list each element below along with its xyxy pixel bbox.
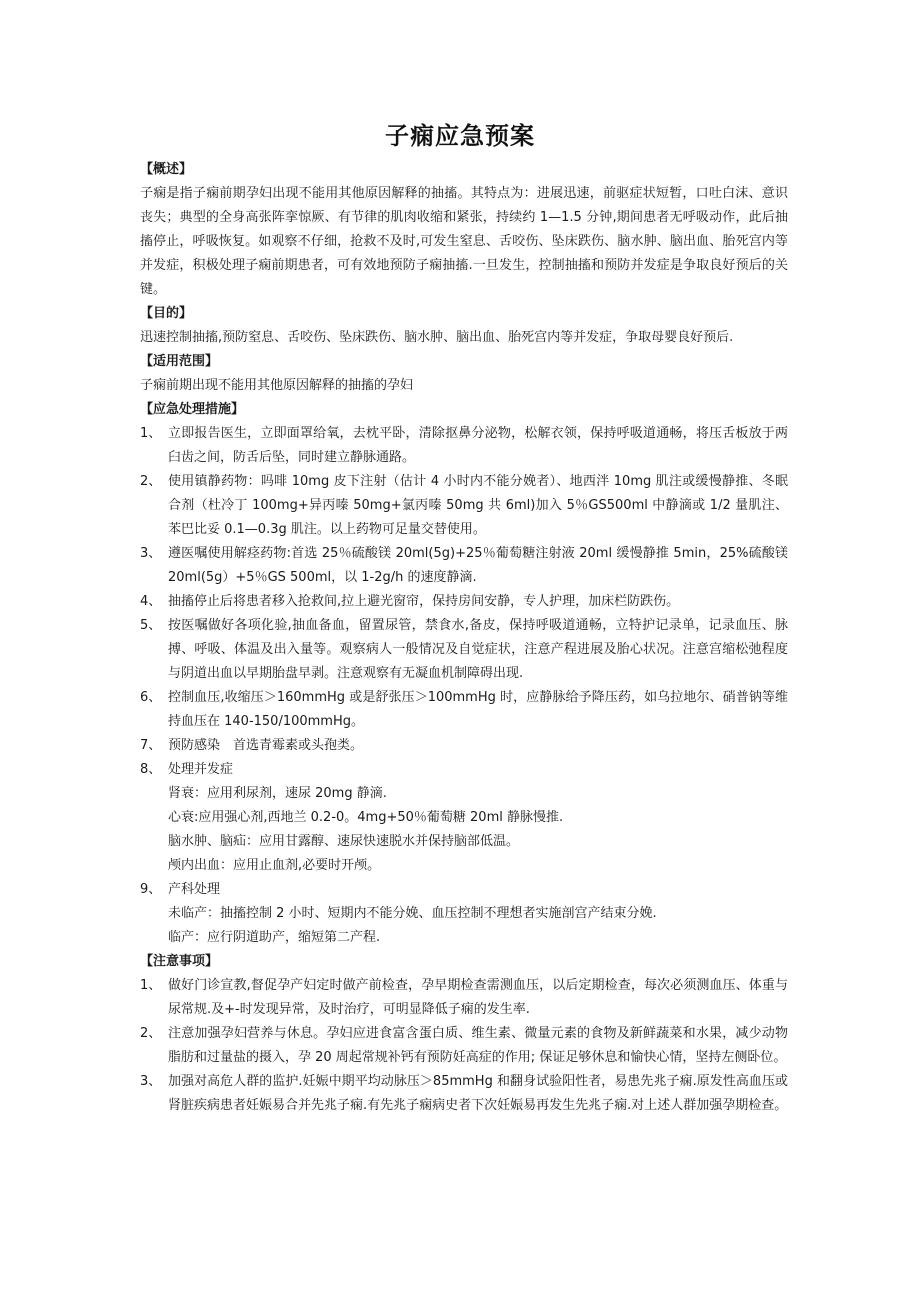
complication-cardiac: 心衰:应用强心剂,西地兰 0.2-0。4mg+50％葡萄糖 20ml 静脉慢推. — [168, 810, 564, 825]
complication-renal: 肾衰：应用利尿剂，速尿 20mg 静滴. — [168, 786, 387, 801]
measure-item-2 — [140, 470, 788, 542]
document-title: 子痫应急预案 — [385, 122, 535, 150]
document-body — [140, 158, 788, 1118]
purpose-text: 迅速控制抽搐,预防窒息、舌咬伤、坠床跌伤、脑水肿、脑出血、胎死宫内等并发症，争取母婴良好预后. — [140, 330, 734, 345]
item-text: 加强对高危人群的监护.妊娠中期平均动脉压＞85mmHg 和翻身试验阳性者，易患先兆子痫.原发性高血压或肾脏疾病患者妊娠易合并先兆子痫.有先兆子痫病史者下次妊娠易再发生先兆子痫.对上述人群加强孕期检查。 — [168, 1074, 788, 1113]
measure-item-4 — [140, 590, 788, 614]
overview-text: 子痫是指子痫前期孕妇出现不能用其他原因解释的抽搐。其特点为：进展迅速，前驱症状短暂，口吐白沫、意识丧失；典型的全身高张阵挛惊厥、有节律的肌肉收缩和紧张，持续约 1—1.5 分钟,期间患者无呼吸动作，此后抽搐停止，呼吸恢复。如观察不仔细，抢救不及时,可发生窒息、舌咬伤、坠床跌伤、脑水肿、脑出血、胎死宫内等并发症，积极处理子痫前期患者，可有效地预防子痫抽搐.一旦发生，控制抽搐和预防并发症是争取良好预后的关键。 — [140, 186, 788, 297]
precaution-item-1 — [140, 974, 788, 1022]
item-text: 处理并发症 — [168, 762, 234, 777]
item-text: 使用镇静药物：吗啡 10mg 皮下注射（估计 4 小时内不能分娩者）、地西泮 10mg 肌注或缓慢静推、冬眠合剂（杜冷丁 100mg+异丙嗪 50mg+氯丙嗪 50mg 共 6ml)加入 5％GS500ml 中静滴或 1/2 量肌注、苯巴比妥 0.1—0.3g 肌注。以上药物可足量交替使用。 — [168, 474, 788, 537]
scope-heading: 【适用范围】 — [140, 354, 219, 369]
item-number: 2、 — [140, 474, 162, 489]
item-text: 产科处理 — [168, 882, 221, 897]
measure-item-5 — [140, 614, 788, 686]
overview-heading: 【概述】 — [140, 162, 193, 177]
item-number: 3、 — [140, 546, 162, 561]
item-number: 2、 — [140, 1026, 162, 1041]
measure-item-7 — [140, 734, 788, 758]
item-text: 按医嘱做好各项化验,抽血备血，留置尿管，禁食水,备皮，保持呼吸道通畅，立特护记录单，记录血压、脉搏、呼吸、体温及出入量等。观察病人一般情况及自觉症状，注意产程进展及胎心状况。注意宫缩松弛程度与阴道出血以早期胎盘早剥。注意观察有无凝血机制障碍出现. — [168, 618, 788, 681]
item-text: 控制血压,收缩压＞160mmHg 或是舒张压＞100mmHg 时，应静脉给予降压药，如乌拉地尔、硝普钠等维持血压在 140-150/100mmHg。 — [168, 690, 788, 729]
purpose-heading: 【目的】 — [140, 306, 193, 321]
obstetric-in-labor: 临产：应行阴道助产，缩短第二产程. — [168, 930, 381, 945]
item-number: 3、 — [140, 1074, 162, 1089]
item-number: 4、 — [140, 594, 162, 609]
item-number: 8、 — [140, 762, 162, 777]
precaution-item-2 — [140, 1022, 788, 1070]
item-number: 1、 — [140, 978, 162, 993]
item-number: 6、 — [140, 690, 162, 705]
item-number: 1、 — [140, 426, 162, 441]
obstetric-not-in-labor: 未临产：抽搐控制 2 小时、短期内不能分娩、血压控制不理想者实施剖宫产结束分娩. — [168, 906, 657, 921]
complication-brain-edema: 脑水肿、脑疝：应用甘露醇、速尿快速脱水并保持脑部低温。 — [168, 834, 520, 849]
item-text: 遵医嘱使用解痉药物:首选 25％硫酸镁 20ml(5g)+25％葡萄糖注射液 20ml 缓慢静推 5min，25%硫酸镁 20ml(5g）+5％GS 500ml，以 1-2g/h 的速度静滴. — [168, 546, 788, 585]
item-text: 注意加强孕妇营养与休息。孕妇应进食富含蛋白质、维生素、微量元素的食物及新鲜蔬菜和水果，减少动物脂肪和过量盐的摄入，孕 20 周起常规补钙有预防妊高症的作用; 保证足够休息和愉快心情，坚持左侧卧位。 — [168, 1026, 788, 1065]
item-number: 9、 — [140, 882, 162, 897]
item-number: 7、 — [140, 738, 162, 753]
measure-item-6 — [140, 686, 788, 734]
item-text: 抽搐停止后将患者移入抢救间,拉上避光窗帘，保持房间安静，专人护理，加床栏防跌伤。 — [168, 594, 680, 609]
measure-item-9 — [140, 878, 788, 902]
precaution-item-3 — [140, 1070, 788, 1118]
precautions-heading: 【注意事项】 — [140, 954, 219, 969]
measure-item-3 — [140, 542, 788, 590]
scope-text: 子痫前期出现不能用其他原因解释的抽搐的孕妇 — [140, 378, 414, 393]
complication-intracranial-bleeding: 颅内出血：应用止血剂,必要时开颅。 — [168, 858, 381, 873]
measures-heading: 【应急处理措施】 — [140, 402, 245, 417]
measure-item-8 — [140, 758, 788, 782]
item-number: 5、 — [140, 618, 162, 633]
item-text: 立即报告医生，立即面罩给氧，去枕平卧，清除抠鼻分泌物，松解衣领，保持呼吸道通畅，将压舌板放于两臼齿之间，防舌后坠，同时建立静脉通路。 — [168, 426, 788, 465]
item-text: 做好门诊宣教,督促孕产妇定时做产前检查，孕早期检查需测血压，以后定期检查，每次必须测血压、体重与尿常规.及+-时发现异常，及时治疗，可明显降低子痫的发生率. — [168, 978, 788, 1017]
item-text: 预防感染 首选青霉素或头孢类。 — [168, 738, 364, 753]
measure-item-1 — [140, 422, 788, 470]
